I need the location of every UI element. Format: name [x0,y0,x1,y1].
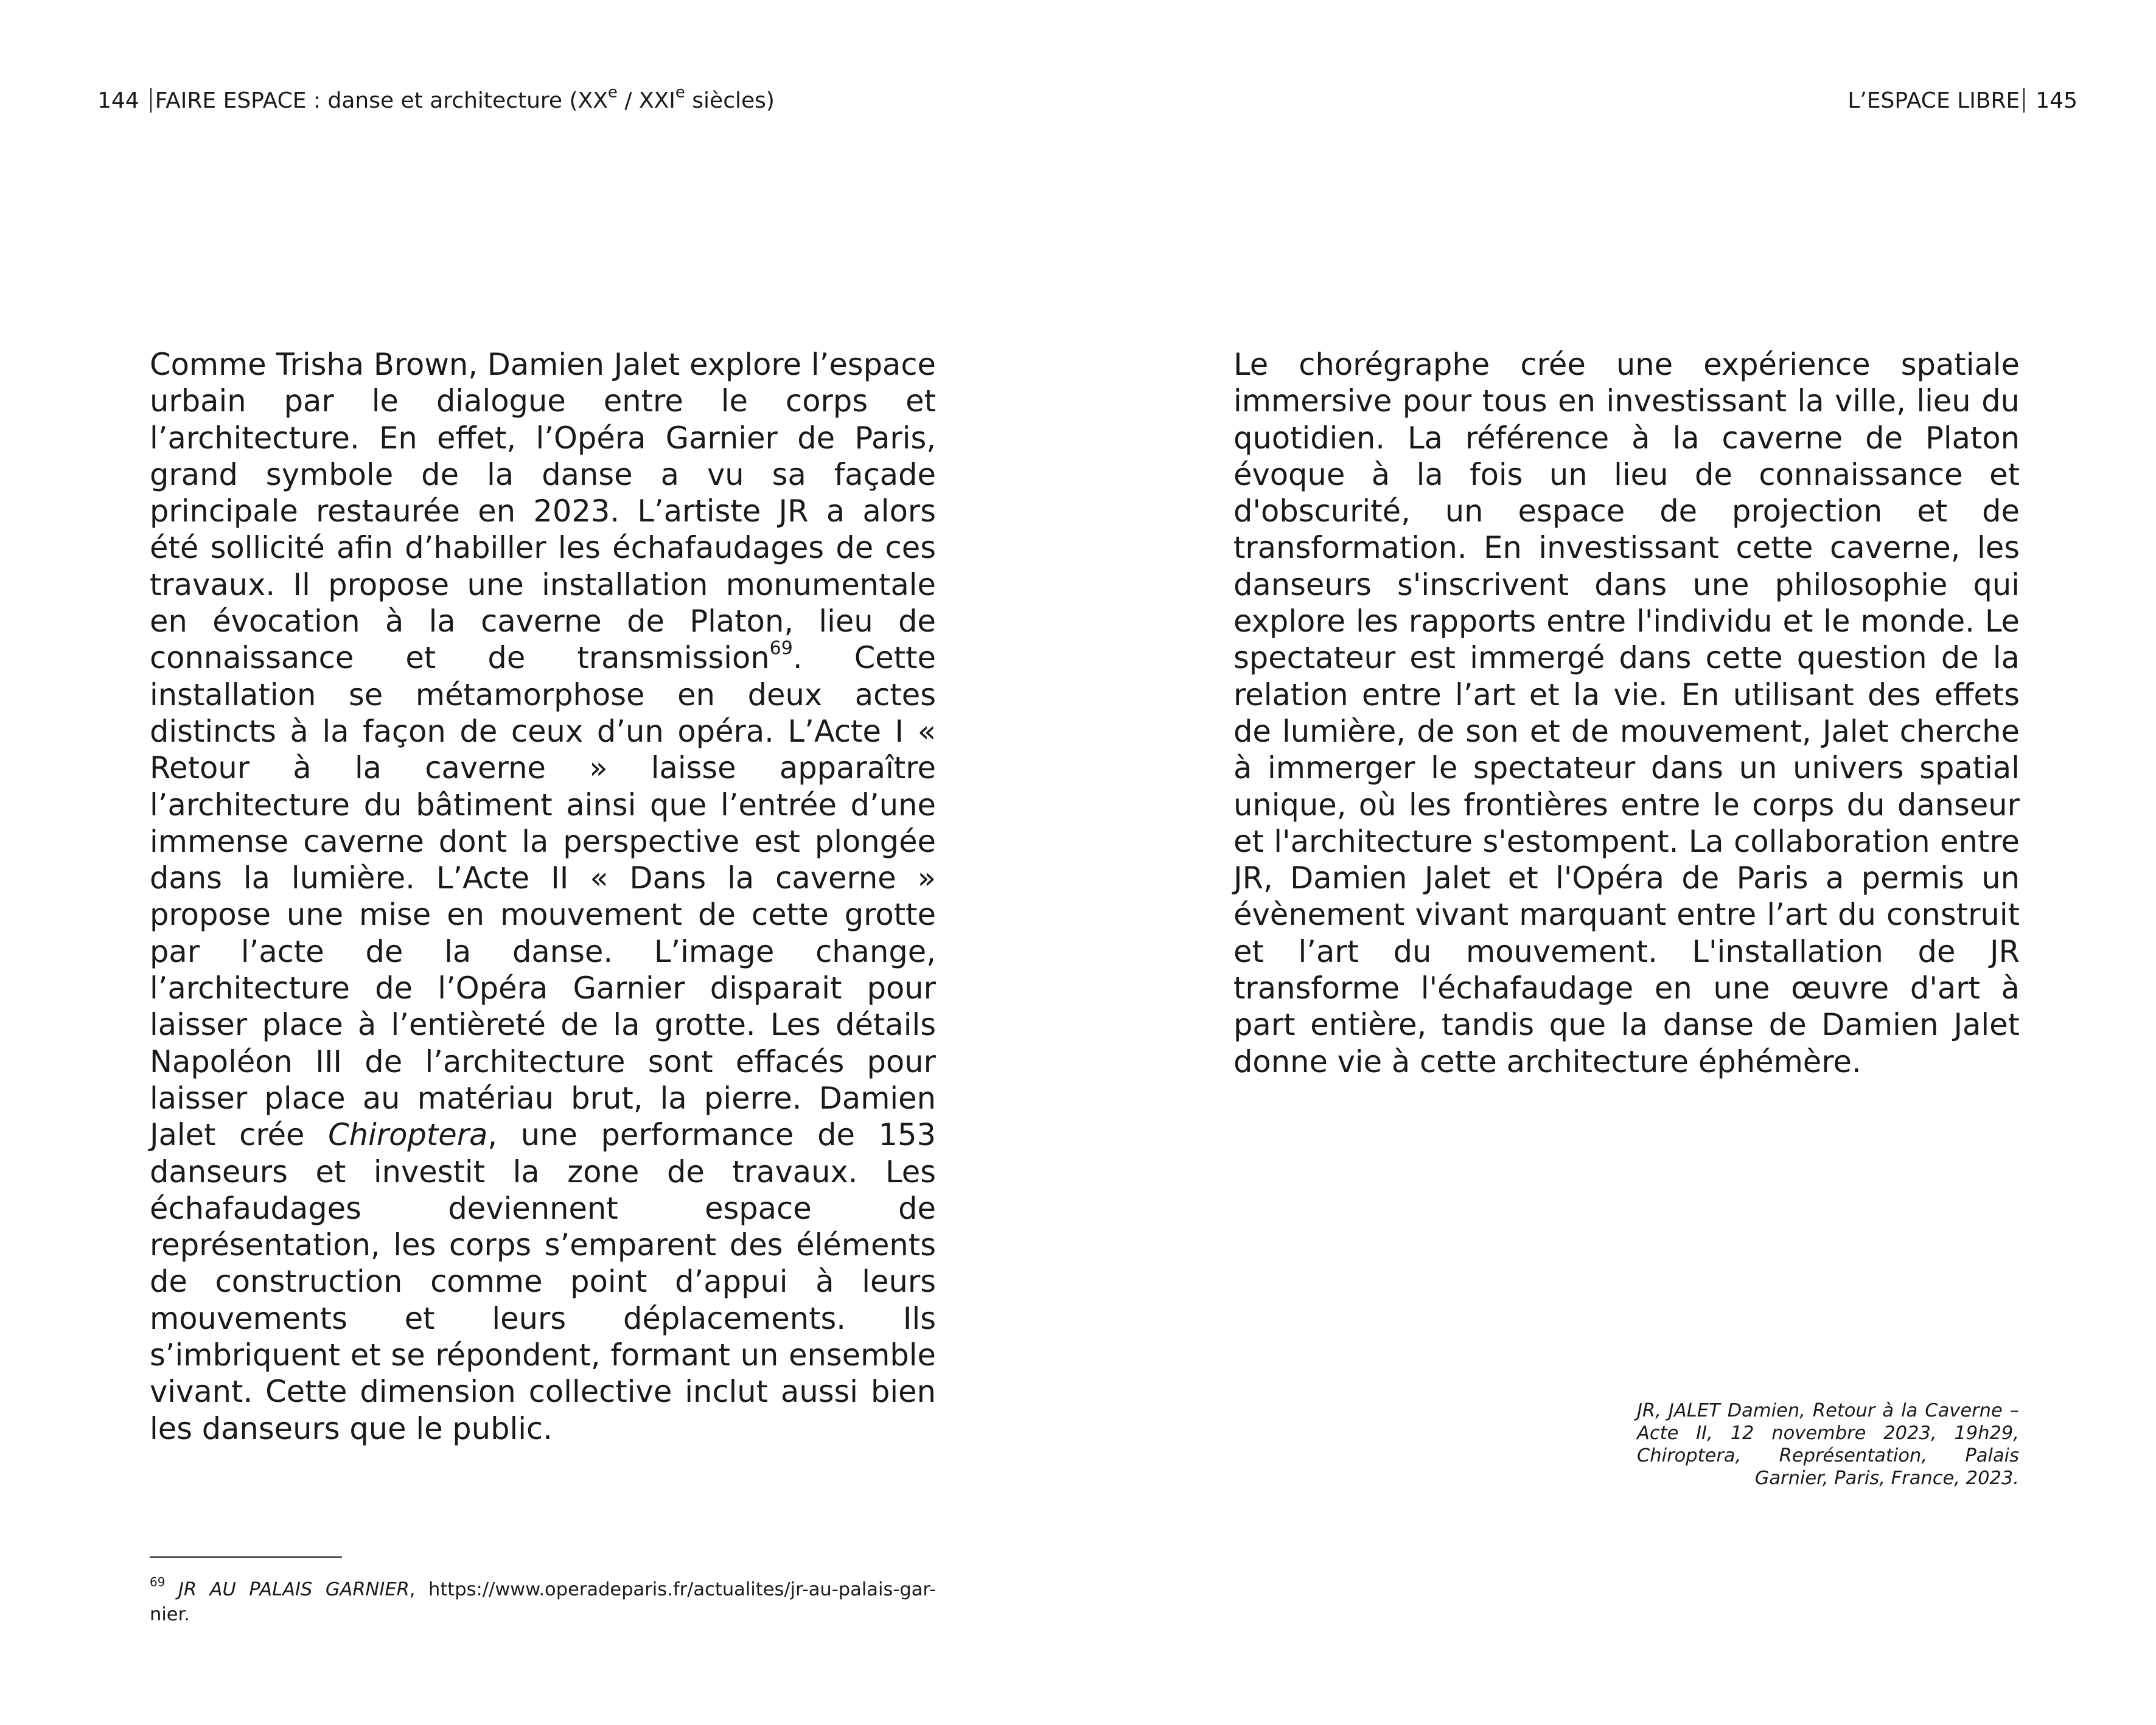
header-separator [150,88,152,113]
header-separator [2023,88,2025,113]
left-paragraph: Comme Trisha Brown, Damien Jalet explore l’espace urbain par le dialogue entre le corps et l’architecture. En effet, l’Opéra Garnier de Paris, grand symbole de la danse a vu sa façade principale restaurée en 2023. L’artiste JR a alors été sollicité afin d’habiller les échafaudages de ces travaux. Il propose une installation monumentale en évocation à la caverne de Platon, lieu de connaissance et de transmission$^{69}$. Cette installation se métamorphose en deux actes distincts à la façon de ceux d’un opéra. L’Acte I « Retour à la caverne » laisse apparaître l’architecture du bâtiment ainsi que l’entrée d’une immense caverne dont la perspective est plongée dans la lumière. L’Acte II « Dans la caverne » propose une mise en mouvement de cette grotte par l’acte de la danse. L’image change, l’architecture de l’Opéra Garnier disparait pour laisser place à l’entièreté de la grotte. Les détails Napoléon III de l’architecture sont effacés pour laisser place au matériau brut, la pierre. Damien Jalet crée Chiroptera, une performance de 153 danseurs et investit la zone de travaux. Les échafaudages deviennent espace de représentation, les corps s’emparent des éléments de construction comme point d’appui à leurs mouvements et leurs déplacements. Ils s’imbriquent et se répondent, formant un ensemble vivant. Cette dimension collective inclut aussi bien les danseurs que le public. [150,347,936,1446]
right-running-head [1847,86,2085,116]
footnote-title: JR AU PALAIS GARNIER [178,1579,410,1600]
image-caption: JR, JALET Damien, Retour à la Caverne – Acte II, 12 novembre 2023, 19h29, Chiroptera, Représentation, Palais Garnier, Paris, France, 2023. [1637,1400,2019,1489]
footnote [150,1574,936,1627]
book-title: FAIRE ESPACE : danse et architecture (XXe / XXIe siècles) [155,83,775,113]
work-title: Chiroptera [328,1117,488,1153]
footnote-number: 69 [150,1574,166,1589]
left-running-head [90,83,775,116]
right-page-number: 145 [2036,88,2078,113]
footnote-reference: 69 [769,637,793,659]
footnote-rule [150,1556,342,1558]
left-body-text [150,346,936,1447]
footnote-text: , https://www.operadeparis.fr/actualites/jr-au-palais-gar-nier. [150,1579,936,1625]
chapter-title: L’ESPACE LIBRE [1847,88,2020,113]
left-page-number: 144 [97,88,139,113]
right-body-text [1233,346,2020,1080]
right-paragraph: Le chorégraphe crée une expérience spatiale immersive pour tous en investissant la ville, lieu du quotidien. La référence à la caverne de Platon évoque à la fois un lieu de connaissance et d'obscurité, un espace de projection et de transformation. En investissant cette caverne, les danseurs s'inscrivent dans une philosophie qui explore les rapports entre l'individu et le monde. Le spectateur est immergé dans cette question de la relation entre l’art et la vie. En utilisant des effets de lumière, de son et de mouvement, Jalet cherche à immerger le spectateur dans un univers spatial unique, où les frontières entre le corps du danseur et l'architecture s'estompent. La collaboration entre JR, Damien Jalet et l'Opéra de Paris a permis un évènement vivant marquant entre l’art du construit et l’art du mouvement. L'installation de JR transforme l'échafaudage en une œuvre d'art à part entière, tandis que la danse de Damien Jalet donne vie à cette architecture éphémère. [1233,347,2020,1079]
